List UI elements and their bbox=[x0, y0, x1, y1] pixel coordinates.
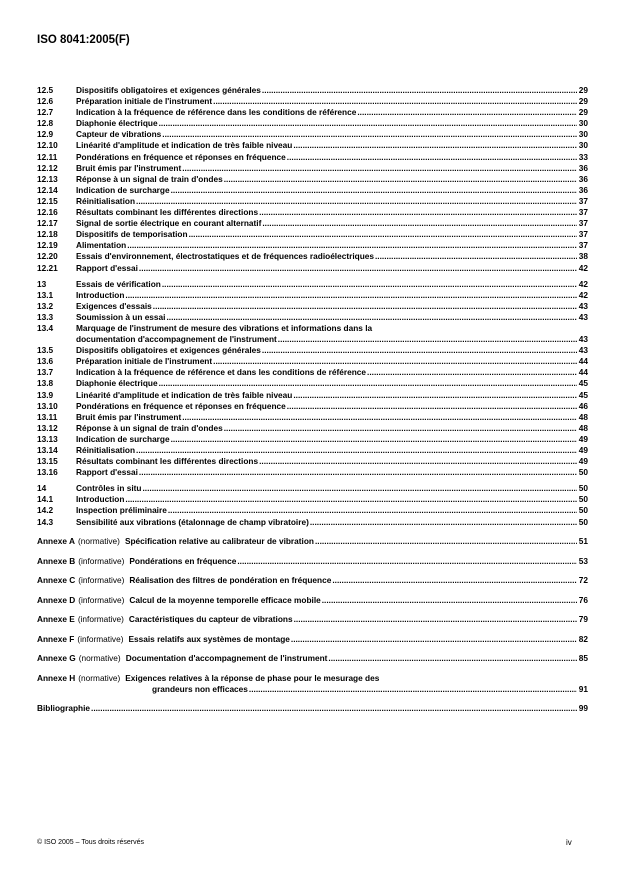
toc-title: Bruit émis par l'instrument bbox=[76, 411, 182, 422]
toc-title: Documentation d'accompagnement de l'instrument bbox=[125, 653, 328, 664]
toc-entry[interactable] bbox=[37, 251, 588, 262]
annex-label: Annexe B bbox=[37, 555, 76, 566]
toc-title: Rapport d'essai bbox=[76, 467, 138, 478]
dot-leader bbox=[139, 263, 577, 274]
toc-number: 12.14 bbox=[37, 184, 58, 195]
toc-page: 91 bbox=[578, 683, 588, 694]
toc-title: Linéarité d'amplitude et indication de très faible niveau bbox=[76, 389, 293, 400]
toc-title: Bruit émis par l'instrument bbox=[76, 162, 182, 173]
annex-label: Annexe D bbox=[37, 594, 76, 605]
toc-title: Marquage de l'instrument de mesure des vibrations et informations dans la bbox=[76, 322, 373, 333]
toc-page: 51 bbox=[578, 536, 588, 547]
dot-leader bbox=[322, 595, 577, 606]
toc-title: Dispositifs obligatoires et exigences générales bbox=[76, 85, 261, 95]
toc-title: Bibliographie bbox=[37, 703, 91, 714]
toc-number: 13.7 bbox=[37, 367, 54, 378]
toc-number: 12.15 bbox=[37, 195, 58, 206]
dot-leader bbox=[182, 163, 577, 174]
toc-page: 37 bbox=[578, 195, 588, 206]
dot-leader bbox=[287, 401, 577, 412]
toc-page: 49 bbox=[578, 445, 588, 455]
toc-number: 14.2 bbox=[37, 505, 54, 516]
toc-title: Capteur de vibrations bbox=[76, 129, 162, 140]
toc-title: Alimentation bbox=[76, 240, 127, 251]
toc-entry[interactable] bbox=[37, 96, 588, 107]
dot-leader bbox=[168, 505, 577, 516]
toc-page: 43 bbox=[578, 334, 588, 345]
toc-page: 49 bbox=[578, 433, 588, 444]
dot-leader bbox=[287, 152, 577, 163]
dot-leader bbox=[259, 207, 577, 218]
toc-number: 13.9 bbox=[37, 389, 54, 400]
toc-page: 29 bbox=[578, 85, 588, 95]
dot-leader bbox=[237, 556, 577, 567]
toc-title: Réponse à un signal de train d'ondes bbox=[76, 173, 223, 184]
toc-number: 12.7 bbox=[37, 107, 54, 118]
annex-type: (informative) bbox=[77, 633, 124, 644]
toc-number: 13.15 bbox=[37, 456, 58, 467]
toc-page: 43 bbox=[578, 345, 588, 356]
toc-entry-annex-h-line2[interactable] bbox=[37, 684, 588, 695]
toc-number: 12.8 bbox=[37, 118, 54, 129]
dot-leader bbox=[166, 312, 577, 323]
dot-leader bbox=[142, 483, 577, 494]
toc-title: Contrôles in situ bbox=[76, 483, 142, 494]
toc-page: 36 bbox=[578, 162, 588, 173]
toc-entry[interactable] bbox=[37, 240, 588, 251]
toc-entry[interactable] bbox=[37, 390, 588, 401]
toc-title: Essais de vérification bbox=[76, 278, 161, 289]
dot-leader bbox=[293, 140, 577, 151]
dot-leader bbox=[171, 185, 577, 196]
toc-entry[interactable] bbox=[37, 378, 588, 389]
dot-leader bbox=[159, 118, 577, 129]
toc-page: 30 bbox=[578, 118, 588, 129]
table-of-contents bbox=[37, 85, 588, 714]
annex-label: Annexe H bbox=[37, 672, 76, 683]
toc-page: 50 bbox=[578, 467, 588, 478]
toc-number: 14.1 bbox=[37, 494, 54, 505]
toc-number: 13.2 bbox=[37, 300, 54, 311]
toc-entry[interactable] bbox=[37, 517, 588, 528]
toc-entry-annex[interactable] bbox=[37, 595, 588, 606]
toc-title-continued: grandeurs non efficaces bbox=[152, 683, 248, 694]
toc-page: 37 bbox=[578, 218, 588, 229]
toc-entry[interactable] bbox=[37, 229, 588, 240]
dot-leader bbox=[328, 653, 577, 664]
dot-leader bbox=[224, 423, 577, 434]
toc-title: Introduction bbox=[76, 494, 125, 505]
toc-entry[interactable] bbox=[37, 494, 588, 505]
toc-title: Diaphonie électrique bbox=[76, 378, 158, 389]
toc-page: 50 bbox=[578, 516, 588, 527]
toc-entry[interactable] bbox=[37, 85, 588, 96]
toc-title: Essais d'environnement, électrostatiques et de fréquences radioélectriques bbox=[76, 251, 374, 262]
dot-leader bbox=[136, 445, 577, 456]
dot-leader bbox=[153, 301, 577, 312]
toc-page: 99 bbox=[578, 703, 588, 714]
toc-number: 13.14 bbox=[37, 445, 58, 455]
toc-number: 14 bbox=[37, 483, 47, 494]
toc-number: 12.21 bbox=[37, 262, 58, 273]
annex-type: (normative) bbox=[77, 536, 120, 547]
toc-page: 53 bbox=[578, 555, 588, 566]
toc-title: Spécification relative au calibrateur de vibration bbox=[124, 536, 314, 547]
toc-title: Introduction bbox=[76, 289, 125, 300]
toc-title: Rapport d'essai bbox=[76, 262, 138, 273]
toc-page: 36 bbox=[578, 184, 588, 195]
toc-page: 49 bbox=[578, 456, 588, 467]
annex-type: (informative) bbox=[78, 594, 125, 605]
toc-title: Indication à la fréquence de référence dans les conditions de référence bbox=[76, 107, 357, 118]
dot-leader bbox=[189, 229, 577, 240]
toc-entry-13-4-line1[interactable] bbox=[37, 323, 588, 334]
toc-page: 50 bbox=[578, 483, 588, 494]
dot-leader bbox=[125, 494, 577, 505]
dot-leader bbox=[310, 517, 577, 528]
annex-label: Annexe A bbox=[37, 536, 75, 547]
toc-number: 13.6 bbox=[37, 356, 54, 367]
toc-entry[interactable] bbox=[37, 401, 588, 412]
toc-entry[interactable] bbox=[37, 412, 588, 423]
toc-title: Pondérations en fréquence et réponses en fréquence bbox=[76, 400, 286, 411]
toc-entry-annex[interactable] bbox=[37, 614, 588, 625]
toc-title: Préparation initiale de l'instrument bbox=[76, 356, 213, 367]
toc-entry[interactable] bbox=[37, 163, 588, 174]
toc-number: 12.6 bbox=[37, 96, 54, 107]
toc-entry[interactable] bbox=[37, 196, 588, 207]
copyright-footer: © ISO 2005 – Tous droits réservés bbox=[37, 839, 144, 846]
toc-page: 43 bbox=[578, 300, 588, 311]
dot-leader bbox=[375, 251, 577, 262]
toc-page: 48 bbox=[578, 422, 588, 433]
toc-number: 12.20 bbox=[37, 251, 58, 262]
toc-entry[interactable] bbox=[37, 207, 588, 218]
toc-page: 85 bbox=[578, 653, 588, 664]
toc-number: 12.18 bbox=[37, 229, 58, 240]
toc-page: 30 bbox=[578, 129, 588, 140]
toc-number: 13.12 bbox=[37, 422, 58, 433]
toc-title: Calcul de la moyenne temporelle efficace mobile bbox=[129, 594, 321, 605]
toc-page: 36 bbox=[578, 173, 588, 184]
dot-leader bbox=[262, 85, 577, 96]
annex-label: Annexe F bbox=[37, 633, 75, 644]
toc-title: Inspection préliminaire bbox=[76, 505, 167, 516]
toc-title: Résultats combinant les différentes directions bbox=[76, 456, 259, 467]
toc-entry[interactable] bbox=[37, 456, 588, 467]
dot-leader bbox=[293, 390, 577, 401]
toc-entry[interactable] bbox=[37, 263, 588, 274]
annex-label: Annexe E bbox=[37, 614, 75, 625]
dot-leader bbox=[262, 345, 577, 356]
toc-page: 82 bbox=[578, 633, 588, 644]
toc-number: 12.13 bbox=[37, 173, 58, 184]
toc-page: 42 bbox=[578, 262, 588, 273]
dot-leader bbox=[315, 536, 577, 547]
toc-title: Réalisation des filtres de pondération en fréquence bbox=[129, 575, 332, 586]
dot-leader bbox=[367, 367, 577, 378]
toc-title: Linéarité d'amplitude et indication de très faible niveau bbox=[76, 140, 293, 151]
toc-number: 12.11 bbox=[37, 151, 58, 162]
toc-entry[interactable] bbox=[37, 434, 588, 445]
toc-page: 38 bbox=[578, 251, 588, 262]
dot-leader bbox=[249, 684, 577, 695]
dot-leader bbox=[162, 129, 577, 140]
toc-entry[interactable] bbox=[37, 290, 588, 301]
toc-page: 33 bbox=[578, 151, 588, 162]
toc-entry[interactable] bbox=[37, 185, 588, 196]
toc-number: 12.10 bbox=[37, 140, 58, 151]
dot-leader bbox=[262, 218, 577, 229]
toc-number: 12.17 bbox=[37, 218, 58, 229]
toc-entry-13[interactable] bbox=[37, 279, 588, 290]
toc-entry[interactable] bbox=[37, 218, 588, 229]
toc-entry[interactable] bbox=[37, 152, 588, 163]
annex-label: Annexe C bbox=[37, 575, 76, 586]
toc-title: Diaphonie électrique bbox=[76, 118, 158, 129]
toc-page: 72 bbox=[578, 575, 588, 586]
toc-page: 44 bbox=[578, 367, 588, 378]
toc-title: Indication à la fréquence de référence et dans les conditions de référence bbox=[76, 367, 367, 378]
toc-number: 13.11 bbox=[37, 411, 58, 422]
toc-entry[interactable] bbox=[37, 345, 588, 356]
toc-entry[interactable] bbox=[37, 483, 588, 494]
toc-title: Indication de surcharge bbox=[76, 433, 170, 444]
dot-leader bbox=[136, 196, 577, 207]
dot-leader bbox=[294, 614, 577, 625]
dot-leader bbox=[182, 412, 577, 423]
toc-page: 37 bbox=[578, 229, 588, 240]
toc-page: 46 bbox=[578, 400, 588, 411]
dot-leader bbox=[171, 434, 577, 445]
dot-leader bbox=[332, 575, 577, 586]
toc-entry[interactable] bbox=[37, 140, 588, 151]
toc-entry[interactable] bbox=[37, 174, 588, 185]
toc-entry[interactable] bbox=[37, 445, 588, 456]
toc-title: Exigences relatives à la réponse de phase pour le mesurage des bbox=[125, 672, 380, 683]
toc-title: Réinitialisation bbox=[76, 445, 136, 455]
toc-title: Essais relatifs aux systèmes de montage bbox=[128, 633, 290, 644]
toc-page: 45 bbox=[578, 389, 588, 400]
toc-title: Exigences d'essais bbox=[76, 300, 152, 311]
dot-leader bbox=[224, 174, 577, 185]
toc-title: Dispositifs obligatoires et exigences générales bbox=[76, 345, 261, 356]
toc-page: 76 bbox=[578, 594, 588, 605]
toc-title: Réinitialisation bbox=[76, 195, 136, 206]
annex-label: Annexe G bbox=[37, 653, 76, 664]
toc-title: Indication de surcharge bbox=[76, 184, 170, 195]
toc-page: 48 bbox=[578, 411, 588, 422]
toc-number: 12.9 bbox=[37, 129, 54, 140]
toc-page: 42 bbox=[578, 278, 588, 289]
toc-entry-annex[interactable] bbox=[37, 556, 588, 567]
dot-leader bbox=[127, 240, 577, 251]
toc-entry[interactable] bbox=[37, 505, 588, 516]
dot-leader bbox=[278, 334, 577, 345]
dot-leader bbox=[259, 456, 577, 467]
toc-number: 12.5 bbox=[37, 85, 54, 95]
dot-leader bbox=[159, 378, 577, 389]
toc-page: 37 bbox=[578, 207, 588, 218]
toc-page: 29 bbox=[578, 96, 588, 107]
toc-number: 12.12 bbox=[37, 162, 58, 173]
toc-entry[interactable] bbox=[37, 118, 588, 129]
toc-title: Sensibilité aux vibrations (étalonnage de champ vibratoire) bbox=[76, 516, 309, 527]
dot-leader bbox=[125, 290, 577, 301]
toc-title: Pondérations en fréquence bbox=[129, 555, 237, 566]
toc-entry[interactable] bbox=[37, 129, 588, 140]
toc-entry[interactable] bbox=[37, 301, 588, 312]
dot-leader bbox=[291, 634, 577, 645]
toc-number: 13.3 bbox=[37, 311, 54, 322]
toc-title: Pondérations en fréquence et réponses en fréquence bbox=[76, 151, 286, 162]
toc-title: Dispositifs de temporisation bbox=[76, 229, 188, 240]
dot-leader bbox=[91, 703, 577, 714]
annex-type: (informative) bbox=[77, 614, 124, 625]
toc-page: 45 bbox=[578, 378, 588, 389]
toc-number: 13.1 bbox=[37, 289, 54, 300]
toc-entry-annex[interactable] bbox=[37, 634, 588, 645]
toc-page: 50 bbox=[578, 505, 588, 516]
dot-leader bbox=[213, 356, 577, 367]
toc-entry[interactable] bbox=[37, 367, 588, 378]
toc-title: Signal de sortie électrique en courant alternatif bbox=[76, 218, 262, 229]
toc-number: 12.19 bbox=[37, 240, 58, 251]
toc-entry[interactable] bbox=[37, 467, 588, 478]
toc-page: 44 bbox=[578, 356, 588, 367]
toc-page: 79 bbox=[578, 614, 588, 625]
annex-type: (informative) bbox=[78, 575, 125, 586]
toc-entry-annex-h[interactable] bbox=[37, 673, 588, 684]
toc-entry-annex[interactable] bbox=[37, 653, 588, 664]
toc-number: 13.5 bbox=[37, 345, 54, 356]
toc-page: 29 bbox=[578, 107, 588, 118]
toc-page: 30 bbox=[578, 140, 588, 151]
toc-entry[interactable] bbox=[37, 312, 588, 323]
page-number: iv bbox=[566, 838, 572, 847]
toc-number: 13.10 bbox=[37, 400, 58, 411]
toc-number: 13 bbox=[37, 278, 47, 289]
toc-number: 13.4 bbox=[37, 322, 54, 333]
annex-type: (normative) bbox=[78, 653, 121, 664]
toc-number: 12.16 bbox=[37, 207, 58, 218]
toc-entry-annex[interactable] bbox=[37, 575, 588, 586]
toc-title: Réponse à un signal de train d'ondes bbox=[76, 422, 223, 433]
toc-page: 42 bbox=[578, 289, 588, 300]
toc-title: Résultats combinant les différentes directions bbox=[76, 207, 259, 218]
toc-page: 37 bbox=[578, 240, 588, 251]
toc-number: 14.3 bbox=[37, 516, 54, 527]
toc-number: 13.8 bbox=[37, 378, 54, 389]
dot-leader bbox=[213, 96, 577, 107]
toc-entry-annex[interactable] bbox=[37, 536, 588, 547]
annex-type: (normative) bbox=[78, 672, 121, 683]
toc-page: 43 bbox=[578, 311, 588, 322]
toc-title: Caractéristiques du capteur de vibrations bbox=[128, 614, 293, 625]
dot-leader bbox=[139, 467, 577, 478]
toc-number: 13.13 bbox=[37, 433, 58, 444]
document-id-header: ISO 8041:2005(F) bbox=[37, 34, 130, 46]
annex-type: (informative) bbox=[78, 555, 125, 566]
toc-title: Soumission à un essai bbox=[76, 311, 166, 322]
toc-page: 50 bbox=[578, 494, 588, 505]
toc-entry[interactable] bbox=[37, 356, 588, 367]
toc-title: Préparation initiale de l'instrument bbox=[76, 96, 213, 107]
toc-entry[interactable] bbox=[37, 107, 588, 118]
dot-leader bbox=[162, 279, 577, 290]
toc-number: 13.16 bbox=[37, 467, 58, 478]
toc-entry-13-4-line2[interactable] bbox=[37, 334, 588, 345]
dot-leader bbox=[357, 107, 577, 118]
toc-title-continued: documentation d'accompagnement de l'instrument bbox=[76, 334, 277, 345]
toc-entry[interactable] bbox=[37, 423, 588, 434]
toc-entry-bibliography[interactable] bbox=[37, 703, 588, 714]
